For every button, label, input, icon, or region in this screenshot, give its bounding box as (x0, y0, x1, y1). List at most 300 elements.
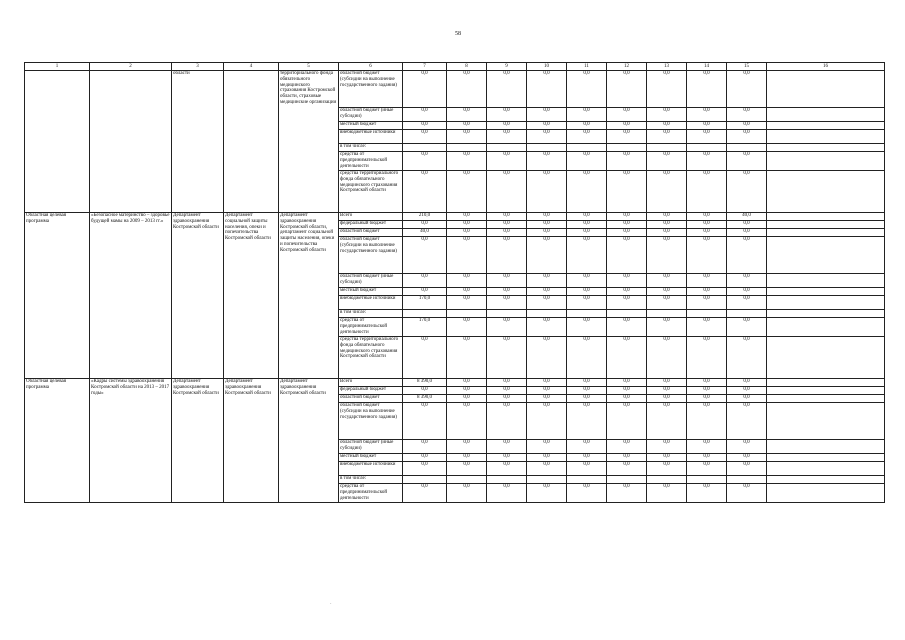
value-cell: 0,0 (647, 462, 687, 476)
value-cell: 0,0 (487, 440, 527, 454)
header-cell: 10 (527, 63, 567, 71)
value-cell: 0,0 (567, 274, 607, 288)
value-cell: 0,0 (607, 318, 647, 337)
value-cell: 0,0 (527, 71, 567, 108)
value-cell: 0,0 (727, 462, 767, 476)
value-cell: 0,0 (727, 337, 767, 379)
value-cell: 0,0 (567, 288, 607, 296)
funding-source-cell: средства от предпринимательской деятельности (339, 484, 403, 503)
value-cell: 0,0 (403, 288, 447, 296)
value-cell: 0,0 (403, 440, 447, 454)
value-cell: 0,0 (607, 296, 647, 310)
empty-col16-cell (767, 337, 885, 379)
value-cell: 0,0 (687, 484, 727, 503)
value-cell: 0,0 (527, 288, 567, 296)
value-cell: 0,0 (567, 237, 607, 274)
funding-source-cell: областной бюджет (339, 395, 403, 403)
value-cell: 0,0 (567, 387, 607, 395)
value-cell: 0,0 (487, 237, 527, 274)
empty-col16-cell (767, 274, 885, 288)
value-cell: 0,0 (527, 440, 567, 454)
value-cell: 0,0 (567, 152, 607, 171)
value-cell (647, 310, 687, 318)
value-cell: 0,0 (687, 403, 727, 440)
value-cell: 0,0 (527, 213, 567, 221)
value-cell: 0,0 (567, 213, 607, 221)
program-name-cell (90, 71, 172, 213)
value-cell: 0,0 (447, 337, 487, 379)
value-cell: 0,0 (527, 122, 567, 130)
value-cell (687, 144, 727, 152)
value-cell: 0,0 (607, 288, 647, 296)
value-cell (487, 310, 527, 318)
value-cell: 0,0 (447, 221, 487, 229)
value-cell: 0,0 (727, 122, 767, 130)
value-cell: 0,0 (607, 274, 647, 288)
value-cell (487, 476, 527, 484)
value-cell (607, 310, 647, 318)
value-cell: 0,0 (647, 213, 687, 221)
value-cell: 0,0 (687, 318, 727, 337)
value-cell: 0,0 (487, 387, 527, 395)
value-cell (487, 144, 527, 152)
table-row (25, 213, 885, 221)
value-cell: 0,0 (647, 387, 687, 395)
coexecutor-cell: Департамент здравоохранения Костромской области (224, 379, 279, 503)
program-name-cell: «Безопасное материнство – здоровье будущей мамы на 2009 – 2013 гг.» (90, 213, 172, 379)
empty-col16-cell (767, 221, 885, 229)
funding-source-cell: областной бюджет (субсидии на выполнение государственного задания) (339, 71, 403, 108)
program-type-cell: Областная целевая программа (25, 213, 90, 379)
value-cell: 0,0 (607, 395, 647, 403)
value-cell (647, 144, 687, 152)
funding-source-cell: в том числе: (339, 144, 403, 152)
value-cell: 0,0 (487, 274, 527, 288)
value-cell: 0,0 (567, 130, 607, 144)
empty-col16-cell (767, 440, 885, 454)
value-cell (403, 144, 447, 152)
value-cell: 170,0 (403, 296, 447, 310)
value-cell: 0,0 (687, 229, 727, 237)
value-cell: 0,0 (607, 229, 647, 237)
value-cell: 0,0 (647, 108, 687, 122)
value-cell: 0,0 (567, 440, 607, 454)
value-cell: 0,0 (447, 288, 487, 296)
header-cell: 7 (403, 63, 447, 71)
value-cell: 0,0 (403, 237, 447, 274)
empty-col16-cell (767, 462, 885, 476)
value-cell: 0,0 (647, 395, 687, 403)
funding-source-cell: федеральный бюджет (339, 387, 403, 395)
value-cell: 0,0 (727, 395, 767, 403)
value-cell: 0,0 (403, 71, 447, 108)
value-cell: 0,0 (607, 130, 647, 144)
value-cell: 0,0 (727, 296, 767, 310)
empty-col16-cell (767, 454, 885, 462)
funding-source-cell: областной бюджет (339, 229, 403, 237)
value-cell: 0,0 (567, 484, 607, 503)
value-cell: 0,0 (447, 108, 487, 122)
empty-col16-cell (767, 403, 885, 440)
value-cell: 0,0 (607, 379, 647, 387)
header-cell: 8 (447, 63, 487, 71)
header-cell: 11 (567, 63, 607, 71)
value-cell: 0,0 (687, 440, 727, 454)
empty-col16-cell (767, 318, 885, 337)
value-cell: 0,0 (567, 108, 607, 122)
header-cell: 4 (224, 63, 279, 71)
value-cell: 0,0 (607, 108, 647, 122)
funding-source-cell: областной бюджет (иные субсидии) (339, 108, 403, 122)
program-type-cell (25, 71, 90, 213)
empty-col16-cell (767, 71, 885, 108)
value-cell: 0,0 (687, 274, 727, 288)
value-cell (447, 144, 487, 152)
value-cell: 40,0 (727, 213, 767, 221)
value-cell: 0,0 (447, 122, 487, 130)
header-cell: 12 (607, 63, 647, 71)
value-cell: 0,0 (727, 387, 767, 395)
value-cell: 0,0 (647, 221, 687, 229)
value-cell: 0,0 (727, 171, 767, 213)
value-cell: 0,0 (487, 288, 527, 296)
value-cell (687, 310, 727, 318)
value-cell: 0,0 (527, 221, 567, 229)
value-cell: 0,0 (487, 454, 527, 462)
value-cell: 0,0 (403, 171, 447, 213)
value-cell: 0,0 (447, 274, 487, 288)
value-cell: 0,0 (487, 395, 527, 403)
value-cell: 0,0 (647, 130, 687, 144)
funding-source-cell: средства от предпринимательской деятельности (339, 152, 403, 171)
empty-col16-cell (767, 395, 885, 403)
funding-source-cell: Всего (339, 379, 403, 387)
value-cell: 0,0 (647, 71, 687, 108)
value-cell (687, 476, 727, 484)
value-cell: 0,0 (567, 71, 607, 108)
funding-source-cell: Всего (339, 213, 403, 221)
value-cell: 0,0 (727, 71, 767, 108)
value-cell: 210,0 (403, 213, 447, 221)
funding-source-cell: внебюджетные источники (339, 130, 403, 144)
value-cell: 0,0 (687, 213, 727, 221)
value-cell: 0,0 (487, 462, 527, 476)
value-cell (527, 144, 567, 152)
value-cell: 0,0 (403, 337, 447, 379)
value-cell: 0,0 (647, 379, 687, 387)
coexecutor-cell (224, 71, 279, 213)
value-cell: 0,0 (447, 484, 487, 503)
value-cell: 0,0 (647, 440, 687, 454)
responsible-executor-cell: Департамент здравоохранения Костромской области (172, 213, 224, 379)
value-cell: 0,0 (487, 122, 527, 130)
value-cell (527, 476, 567, 484)
value-cell: 0,0 (527, 454, 567, 462)
table-row (25, 379, 885, 387)
value-cell: 0,0 (687, 152, 727, 171)
program-name-cell: «Кадры системы здравоохранения Костромской области на 2013 – 2017 годы» (90, 379, 172, 503)
value-cell: 0,0 (567, 395, 607, 403)
value-cell: 170,0 (403, 318, 447, 337)
header-row (25, 63, 885, 71)
value-cell: 0,0 (403, 108, 447, 122)
empty-col16-cell (767, 296, 885, 310)
value-cell: 0,0 (403, 152, 447, 171)
value-cell: 0,0 (527, 296, 567, 310)
value-cell: 0,0 (447, 213, 487, 221)
value-cell: 0,0 (727, 130, 767, 144)
value-cell: 0,0 (687, 454, 727, 462)
value-cell: 0,0 (487, 379, 527, 387)
value-cell (403, 476, 447, 484)
value-cell: 0,0 (487, 221, 527, 229)
value-cell: 0,0 (647, 454, 687, 462)
funding-source-cell: внебюджетные источники (339, 462, 403, 476)
header-cell: 15 (727, 63, 767, 71)
value-cell: 0,0 (687, 221, 727, 229)
value-cell: 0,0 (647, 296, 687, 310)
value-cell (403, 310, 447, 318)
value-cell (567, 476, 607, 484)
value-cell: 0,0 (403, 454, 447, 462)
value-cell: 0,0 (527, 462, 567, 476)
value-cell: 0,0 (687, 395, 727, 403)
header-cell: 3 (172, 63, 224, 71)
value-cell: 0,0 (527, 395, 567, 403)
value-cell: 0,0 (527, 274, 567, 288)
funding-source-cell: в том числе: (339, 476, 403, 484)
funding-source-cell: внебюджетные источники (339, 296, 403, 310)
value-cell: 0,0 (403, 462, 447, 476)
value-cell: 0,0 (567, 229, 607, 237)
value-cell: 0,0 (687, 462, 727, 476)
value-cell: 0,0 (487, 171, 527, 213)
value-cell (727, 476, 767, 484)
header-cell: 14 (687, 63, 727, 71)
value-cell: 0,0 (487, 318, 527, 337)
empty-col16-cell (767, 484, 885, 503)
value-cell: 0,0 (487, 337, 527, 379)
value-cell: 0,0 (527, 130, 567, 144)
empty-col16-cell (767, 122, 885, 130)
value-cell: 0,0 (687, 108, 727, 122)
funding-source-cell: средства от предпринимательской деятельности (339, 318, 403, 337)
funding-source-cell: местный бюджет (339, 122, 403, 130)
participants-cell: территориального фонда обязательного медицинского страхования Костромской области, страховые медицинские организации (279, 71, 339, 213)
value-cell: 0,0 (607, 440, 647, 454)
value-cell: 0,0 (727, 237, 767, 274)
value-cell: 0,0 (567, 454, 607, 462)
value-cell: 0,0 (403, 387, 447, 395)
empty-col16-cell (767, 229, 885, 237)
value-cell: 0,0 (727, 274, 767, 288)
value-cell: 8 390,0 (403, 379, 447, 387)
empty-col16-cell (767, 152, 885, 171)
empty-col16-cell (767, 237, 885, 274)
funding-source-cell: средства территориального фонда обязательного медицинского страхования Костромской области (339, 337, 403, 379)
value-cell (727, 310, 767, 318)
value-cell: 0,0 (647, 122, 687, 130)
value-cell: 0,0 (727, 318, 767, 337)
value-cell: 0,0 (527, 484, 567, 503)
value-cell: 0,0 (647, 288, 687, 296)
value-cell (727, 144, 767, 152)
value-cell: 0,0 (607, 237, 647, 274)
value-cell: 0,0 (647, 237, 687, 274)
value-cell (607, 476, 647, 484)
funding-source-cell: местный бюджет (339, 454, 403, 462)
value-cell (447, 310, 487, 318)
value-cell: 0,0 (447, 440, 487, 454)
header-cell: 5 (279, 63, 339, 71)
value-cell: 0,0 (447, 152, 487, 171)
header-cell: 2 (90, 63, 172, 71)
value-cell (647, 476, 687, 484)
value-cell: 0,0 (567, 171, 607, 213)
value-cell: 0,0 (447, 237, 487, 274)
funding-source-cell: областной бюджет (иные субсидии) (339, 440, 403, 454)
value-cell: 0,0 (687, 122, 727, 130)
value-cell: 0,0 (447, 71, 487, 108)
value-cell: 0,0 (727, 229, 767, 237)
value-cell: 0,0 (687, 288, 727, 296)
value-cell: 0,0 (607, 337, 647, 379)
value-cell: 0,0 (687, 337, 727, 379)
value-cell: 0,0 (567, 379, 607, 387)
empty-col16-cell (767, 108, 885, 122)
value-cell: 0,0 (447, 130, 487, 144)
value-cell: 0,0 (687, 296, 727, 310)
value-cell: 0,0 (647, 152, 687, 171)
value-cell: 0,0 (447, 454, 487, 462)
value-cell: 0,0 (647, 484, 687, 503)
value-cell: 0,0 (447, 171, 487, 213)
value-cell: 0,0 (487, 108, 527, 122)
value-cell: 0,0 (447, 296, 487, 310)
value-cell: 0,0 (727, 379, 767, 387)
value-cell: 0,0 (447, 229, 487, 237)
value-cell (567, 144, 607, 152)
program-type-cell: Областная целевая программа (25, 379, 90, 503)
value-cell: 0,0 (527, 171, 567, 213)
value-cell: 0,0 (527, 379, 567, 387)
value-cell: 0,0 (647, 403, 687, 440)
value-cell: 0,0 (607, 152, 647, 171)
funding-source-cell: областной бюджет (субсидии на выполнение государственного задания) (339, 237, 403, 274)
value-cell: 0,0 (487, 213, 527, 221)
value-cell: 0,0 (527, 108, 567, 122)
value-cell: 0,0 (647, 229, 687, 237)
value-cell: 0,0 (687, 387, 727, 395)
value-cell: 0,0 (687, 237, 727, 274)
value-cell: 0,0 (447, 387, 487, 395)
value-cell: 0,0 (727, 454, 767, 462)
value-cell: 0,0 (403, 130, 447, 144)
value-cell: 0,0 (607, 462, 647, 476)
table-row (25, 71, 885, 108)
value-cell: 0,0 (607, 387, 647, 395)
participants-cell: Департамент здравоохранения Костромской области (279, 379, 339, 503)
stray-mark: · (330, 602, 332, 607)
participants-cell: Департамент здравоохранения Костромской области, департамент социальной защиты населения, опеки и попечительства Костромской области (279, 213, 339, 379)
value-cell: 0,0 (527, 403, 567, 440)
value-cell: 0,0 (527, 237, 567, 274)
value-cell: 0,0 (727, 440, 767, 454)
value-cell: 0,0 (487, 296, 527, 310)
value-cell: 0,0 (727, 152, 767, 171)
value-cell: 0,0 (567, 462, 607, 476)
empty-col16-cell (767, 288, 885, 296)
value-cell: 0,0 (487, 130, 527, 144)
value-cell: 0,0 (727, 484, 767, 503)
value-cell: 0,0 (607, 71, 647, 108)
coexecutor-cell: Департамент социальной защиты населения, опеки и попечительства Костромской области (224, 213, 279, 379)
value-cell: 0,0 (487, 484, 527, 503)
value-cell: 0,0 (567, 337, 607, 379)
funding-source-cell: областной бюджет (иные субсидии) (339, 274, 403, 288)
empty-col16-cell (767, 476, 885, 484)
empty-col16-cell (767, 387, 885, 395)
header-cell: 6 (339, 63, 403, 71)
value-cell: 0,0 (527, 387, 567, 395)
value-cell: 0,0 (607, 171, 647, 213)
header-cell: 16 (767, 63, 885, 71)
value-cell: 0,0 (403, 221, 447, 229)
value-cell: 0,0 (607, 403, 647, 440)
value-cell: 0,0 (447, 462, 487, 476)
value-cell: 0,0 (527, 337, 567, 379)
value-cell: 0,0 (607, 122, 647, 130)
value-cell (607, 144, 647, 152)
value-cell: 0,0 (647, 171, 687, 213)
value-cell: 0,0 (403, 122, 447, 130)
funding-source-cell: областной бюджет (субсидии на выполнение государственного задания) (339, 403, 403, 440)
value-cell: 0,0 (527, 152, 567, 171)
value-cell: 0,0 (727, 108, 767, 122)
value-cell: 0,0 (687, 130, 727, 144)
empty-col16-cell (767, 379, 885, 387)
value-cell: 0,0 (687, 379, 727, 387)
value-cell: 0,0 (647, 318, 687, 337)
empty-col16-cell (767, 213, 885, 221)
value-cell: 0,0 (447, 318, 487, 337)
value-cell: 0,0 (687, 171, 727, 213)
value-cell: 0,0 (687, 71, 727, 108)
value-cell: 0,0 (447, 379, 487, 387)
header-cell: 9 (487, 63, 527, 71)
empty-col16-cell (767, 310, 885, 318)
value-cell: 0,0 (607, 454, 647, 462)
value-cell: 0,0 (727, 288, 767, 296)
value-cell: 0,0 (567, 403, 607, 440)
budget-table (24, 62, 885, 503)
header-cell: 13 (647, 63, 687, 71)
header-cell: 1 (25, 63, 90, 71)
value-cell: 40,0 (403, 229, 447, 237)
value-cell: 0,0 (727, 403, 767, 440)
value-cell: 8 390,0 (403, 395, 447, 403)
value-cell: 0,0 (567, 296, 607, 310)
funding-source-cell: в том числе: (339, 310, 403, 318)
value-cell: 0,0 (447, 403, 487, 440)
value-cell: 0,0 (727, 221, 767, 229)
value-cell (567, 310, 607, 318)
value-cell (527, 310, 567, 318)
value-cell: 0,0 (403, 403, 447, 440)
funding-source-cell: федеральный бюджет (339, 221, 403, 229)
value-cell: 0,0 (403, 274, 447, 288)
value-cell: 0,0 (607, 221, 647, 229)
